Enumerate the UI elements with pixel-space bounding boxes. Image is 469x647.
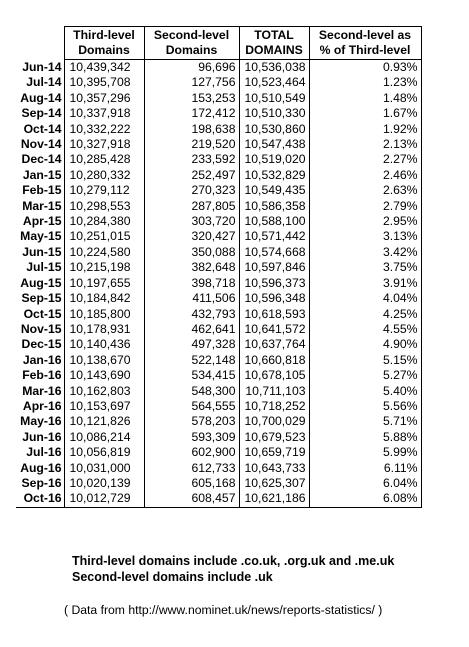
total-cell: 10,549,435: [239, 183, 309, 198]
table-row: [16, 384, 421, 399]
table-row: [16, 199, 421, 214]
third-level-cell: 10,327,918: [64, 137, 144, 152]
total-cell: 10,618,593: [239, 307, 309, 322]
month: Jun-15: [22, 244, 62, 259]
second-level-cell: 127,756: [144, 75, 239, 90]
table-row: [16, 399, 421, 414]
third-level-cell: 10,162,803: [64, 384, 144, 399]
month: Sep-15: [21, 291, 62, 306]
percent-cell: 5.71%: [309, 414, 421, 429]
table-row: [16, 337, 421, 352]
table-row: [16, 445, 421, 460]
total-cell: 10,571,442: [239, 229, 309, 244]
month: Aug-15: [20, 275, 62, 290]
month: Aug-16: [20, 460, 62, 475]
note-second-level: Second-level domains include .uk: [72, 570, 273, 584]
third-level-cell: 10,251,015: [64, 229, 144, 244]
third-level-cell: 10,140,436: [64, 337, 144, 352]
table-row: [16, 322, 421, 337]
percent-cell: 3.91%: [309, 276, 421, 291]
third-level-cell: 10,138,670: [64, 353, 144, 368]
third-level-cell: 10,185,800: [64, 307, 144, 322]
second-level-cell: 270,323: [144, 183, 239, 198]
third-level-cell: 10,224,580: [64, 245, 144, 260]
percent-cell: 4.04%: [309, 291, 421, 306]
third-level-cell: 10,143,690: [64, 368, 144, 383]
percent-cell: 2.46%: [309, 168, 421, 183]
month: Oct-16: [16, 491, 64, 507]
second-level-cell: 398,718: [144, 276, 239, 291]
percent-cell: 2.13%: [309, 137, 421, 152]
table-row: [16, 106, 421, 121]
third-level-cell: 10,086,214: [64, 430, 144, 445]
second-level-cell: 534,415: [144, 368, 239, 383]
percent-cell: 1.92%: [309, 122, 421, 137]
second-level-cell: 233,592: [144, 152, 239, 167]
header-month-blank: [16, 27, 64, 60]
total-cell: 10,621,186: [239, 491, 309, 507]
second-level-cell: 382,648: [144, 260, 239, 275]
month: Jan-15: [22, 167, 62, 182]
month: Nov-14: [20, 137, 62, 152]
percent-cell: 1.48%: [309, 91, 421, 106]
table-row: [16, 137, 421, 152]
total-cell: 10,588,100: [239, 214, 309, 229]
total-cell: 10,700,029: [239, 414, 309, 429]
percent-cell: 3.42%: [309, 245, 421, 260]
table-row: [16, 214, 421, 229]
percent-cell: 6.11%: [309, 461, 421, 476]
table-row: [16, 353, 421, 368]
second-level-cell: 219,520: [144, 137, 239, 152]
second-level-cell: 608,457: [144, 491, 239, 507]
second-level-cell: 432,793: [144, 307, 239, 322]
month: Sep-14: [21, 106, 62, 121]
third-level-cell: 10,280,332: [64, 168, 144, 183]
month: Jan-16: [22, 352, 62, 367]
third-level-cell: 10,298,553: [64, 199, 144, 214]
third-level-cell: 10,197,655: [64, 276, 144, 291]
second-level-cell: 198,638: [144, 122, 239, 137]
third-level-cell: 10,153,697: [64, 399, 144, 414]
table-row: [16, 75, 421, 90]
percent-cell: 5.99%: [309, 445, 421, 460]
header-percent: Second-level as % of Third-level: [309, 27, 421, 60]
total-cell: 10,510,330: [239, 106, 309, 121]
month: Jun-16: [22, 429, 62, 444]
percent-cell: 6.08%: [309, 491, 421, 507]
table-row: [16, 368, 421, 383]
table-row: [16, 91, 421, 106]
table-row: [16, 491, 421, 507]
total-cell: 10,678,105: [239, 368, 309, 383]
second-level-cell: 462,641: [144, 322, 239, 337]
month: Jul-14: [26, 75, 62, 90]
source-note: ( Data from http://www.nominet.uk/news/reports-statistics/ ): [64, 603, 383, 617]
second-level-cell: 350,088: [144, 245, 239, 260]
month: Dec-14: [21, 152, 62, 167]
percent-cell: 4.90%: [309, 337, 421, 352]
total-cell: 10,523,464: [239, 75, 309, 90]
third-level-cell: 10,020,139: [64, 476, 144, 491]
percent-cell: 5.56%: [309, 399, 421, 414]
percent-cell: 4.25%: [309, 307, 421, 322]
total-cell: 10,643,733: [239, 461, 309, 476]
header-total: TOTAL DOMAINS: [239, 27, 309, 60]
third-level-cell: 10,031,000: [64, 461, 144, 476]
percent-cell: 2.63%: [309, 183, 421, 198]
second-level-cell: 522,148: [144, 353, 239, 368]
table-row: [16, 461, 421, 476]
second-level-cell: 548,300: [144, 384, 239, 399]
third-level-cell: 10,284,380: [64, 214, 144, 229]
percent-cell: 2.27%: [309, 152, 421, 167]
month: Nov-15: [20, 321, 62, 336]
total-cell: 10,660,818: [239, 353, 309, 368]
third-level-cell: 10,184,842: [64, 291, 144, 306]
second-level-cell: 153,253: [144, 91, 239, 106]
total-cell: 10,547,438: [239, 137, 309, 152]
table-row: [16, 122, 421, 137]
header-third-level: Third-level Domains: [64, 27, 144, 60]
total-cell: 10,510,549: [239, 91, 309, 106]
third-level-cell: 10,056,819: [64, 445, 144, 460]
third-level-cell: 10,332,222: [64, 122, 144, 137]
table-row: [16, 307, 421, 322]
total-cell: 10,536,038: [239, 60, 309, 76]
table-row: [16, 60, 421, 76]
total-cell: 10,625,307: [239, 476, 309, 491]
third-level-cell: 10,395,708: [64, 75, 144, 90]
total-cell: 10,679,523: [239, 430, 309, 445]
total-cell: 10,519,020: [239, 152, 309, 167]
second-level-cell: 252,497: [144, 168, 239, 183]
second-level-cell: 96,696: [144, 60, 239, 76]
header-second-level: Second-level Domains: [144, 27, 239, 60]
table-row: [16, 260, 421, 275]
second-level-cell: 411,506: [144, 291, 239, 306]
percent-cell: 2.95%: [309, 214, 421, 229]
total-cell: 10,532,829: [239, 168, 309, 183]
percent-cell: 4.55%: [309, 322, 421, 337]
percent-cell: 1.67%: [309, 106, 421, 121]
second-level-cell: 497,328: [144, 337, 239, 352]
table-row: [16, 476, 421, 491]
table-row: [16, 291, 421, 306]
total-cell: 10,596,348: [239, 291, 309, 306]
total-cell: 10,711,103: [239, 384, 309, 399]
table-row: [16, 414, 421, 429]
percent-cell: 5.15%: [309, 353, 421, 368]
second-level-cell: 287,805: [144, 199, 239, 214]
month: May-16: [20, 414, 62, 429]
third-level-cell: 10,121,826: [64, 414, 144, 429]
second-level-cell: 593,309: [144, 430, 239, 445]
total-cell: 10,596,373: [239, 276, 309, 291]
month: Jul-16: [26, 445, 62, 460]
notes: [72, 553, 394, 585]
total-cell: 10,530,860: [239, 122, 309, 137]
total-cell: 10,586,358: [239, 199, 309, 214]
month: Feb-16: [22, 368, 62, 383]
month: Sep-16: [21, 475, 62, 490]
table-row: [16, 168, 421, 183]
month: May-15: [20, 229, 62, 244]
second-level-cell: 602,900: [144, 445, 239, 460]
percent-cell: 6.04%: [309, 476, 421, 491]
table-row: [16, 183, 421, 198]
second-level-cell: 605,168: [144, 476, 239, 491]
percent-cell: 1.23%: [309, 75, 421, 90]
month: Jul-15: [26, 260, 62, 275]
second-level-cell: 303,720: [144, 214, 239, 229]
percent-cell: 2.79%: [309, 199, 421, 214]
percent-cell: 5.88%: [309, 430, 421, 445]
second-level-cell: 564,555: [144, 399, 239, 414]
third-level-cell: 10,357,296: [64, 91, 144, 106]
third-level-cell: 10,285,428: [64, 152, 144, 167]
month: Apr-15: [22, 214, 62, 229]
table-row: [16, 245, 421, 260]
month: Apr-16: [22, 398, 62, 413]
second-level-cell: 320,427: [144, 229, 239, 244]
percent-cell: 0.93%: [309, 60, 421, 76]
month: Oct-15: [23, 306, 62, 321]
total-cell: 10,641,572: [239, 322, 309, 337]
second-level-cell: 578,203: [144, 414, 239, 429]
month: Aug-14: [20, 90, 62, 105]
percent-cell: 3.13%: [309, 229, 421, 244]
third-level-cell: 10,215,198: [64, 260, 144, 275]
third-level-cell: 10,439,342: [64, 60, 144, 76]
month: Dec-15: [21, 337, 62, 352]
percent-cell: 5.27%: [309, 368, 421, 383]
second-level-cell: 172,412: [144, 106, 239, 121]
third-level-cell: 10,012,729: [64, 491, 144, 507]
month: Jun-14: [22, 59, 62, 74]
third-level-cell: 10,337,918: [64, 106, 144, 121]
total-cell: 10,597,846: [239, 260, 309, 275]
month: Mar-16: [22, 383, 62, 398]
table-row: [16, 430, 421, 445]
month: Oct-14: [23, 121, 62, 136]
percent-cell: 5.40%: [309, 384, 421, 399]
month: Feb-15: [22, 183, 62, 198]
month: Mar-15: [22, 198, 62, 213]
header-row: [16, 27, 421, 60]
table-row: [16, 276, 421, 291]
percent-cell: 3.75%: [309, 260, 421, 275]
total-cell: 10,637,764: [239, 337, 309, 352]
total-cell: 10,574,668: [239, 245, 309, 260]
domains-table: [16, 26, 422, 508]
table-row: [16, 152, 421, 167]
total-cell: 10,659,719: [239, 445, 309, 460]
third-level-cell: 10,279,112: [64, 183, 144, 198]
total-cell: 10,718,252: [239, 399, 309, 414]
note-third-level: Third-level domains include .co.uk, .org.uk and .me.uk: [72, 554, 395, 568]
second-level-cell: 612,733: [144, 461, 239, 476]
table-row: [16, 229, 421, 244]
third-level-cell: 10,178,931: [64, 322, 144, 337]
